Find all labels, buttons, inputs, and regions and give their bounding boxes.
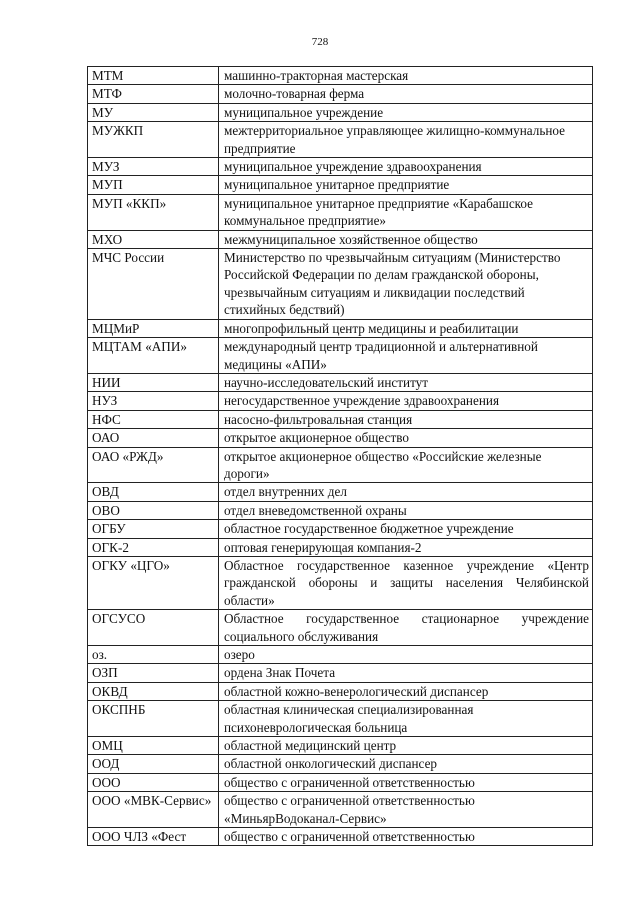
definition-cell: молочно-товарная ферма xyxy=(219,85,593,103)
table-row xyxy=(88,122,593,158)
abbreviation-cell: ОАО «РЖД» xyxy=(88,447,219,483)
definition-cell: машинно-тракторная мастерская xyxy=(219,67,593,85)
abbreviation-cell: МХО xyxy=(88,230,219,248)
table-row xyxy=(88,103,593,121)
table-row xyxy=(88,67,593,85)
table-row xyxy=(88,773,593,791)
abbreviation-cell: ОМЦ xyxy=(88,737,219,755)
table-row xyxy=(88,392,593,410)
definition-cell: Областное государственное казенное учреждение «Центр гражданской обороны и защиты населения Челябинской области» xyxy=(219,556,593,609)
abbreviation-cell: ООО xyxy=(88,773,219,791)
table-row xyxy=(88,610,593,646)
table-row xyxy=(88,447,593,483)
definition-cell: общество с ограниченной ответственностью «МиньярВодоканал-Сервис» xyxy=(219,792,593,828)
definition-cell: муниципальное учреждение xyxy=(219,103,593,121)
definition-cell: областная клиническая специализированная психоневрологическая больница xyxy=(219,701,593,737)
table-row xyxy=(88,664,593,682)
table-row xyxy=(88,701,593,737)
definition-cell: отдел вневедомственной охраны xyxy=(219,501,593,519)
abbreviation-cell: НУЗ xyxy=(88,392,219,410)
abbreviation-cell: ОГСУСО xyxy=(88,610,219,646)
definition-cell: областной медицинский центр xyxy=(219,737,593,755)
abbreviation-cell: МЦМиР xyxy=(88,319,219,337)
table-row xyxy=(88,682,593,700)
abbreviation-cell: ООД xyxy=(88,755,219,773)
abbreviation-cell: ОГК-2 xyxy=(88,538,219,556)
definition-cell: озеро xyxy=(219,646,593,664)
table-row xyxy=(88,249,593,320)
table-row xyxy=(88,538,593,556)
table-row xyxy=(88,501,593,519)
table-row xyxy=(88,646,593,664)
definition-cell: областной кожно-венерологический диспансер xyxy=(219,682,593,700)
abbreviations-table-body xyxy=(88,67,593,846)
definition-cell: межмуниципальное хозяйственное общество xyxy=(219,230,593,248)
abbreviation-cell: МУП «ККП» xyxy=(88,194,219,230)
page-number: 728 xyxy=(311,36,329,48)
abbreviation-cell: МТМ xyxy=(88,67,219,85)
abbreviation-cell: МУЗ xyxy=(88,158,219,176)
definition-cell: открытое акционерное общество «Российские железные дороги» xyxy=(219,447,593,483)
definition-cell: открытое акционерное общество xyxy=(219,429,593,447)
table-row xyxy=(88,410,593,428)
definition-cell: многопрофильный центр медицины и реабилитации xyxy=(219,319,593,337)
abbreviation-cell: ОГКУ «ЦГО» xyxy=(88,556,219,609)
abbreviations-table xyxy=(87,66,593,846)
abbreviation-cell: МУЖКП xyxy=(88,122,219,158)
table-row xyxy=(88,483,593,501)
definition-cell: Министерство по чрезвычайным ситуациям (Министерство Российской Федерации по делам гражданской обороны, чрезвычайным ситуациям и ликвидации последствий стихийных бедствий) xyxy=(219,249,593,320)
definition-cell: областной онкологический диспансер xyxy=(219,755,593,773)
table-row xyxy=(88,85,593,103)
definition-cell: муниципальное учреждение здравоохранения xyxy=(219,158,593,176)
table-row xyxy=(88,373,593,391)
abbreviation-cell: оз. xyxy=(88,646,219,664)
definition-cell: отдел внутренних дел xyxy=(219,483,593,501)
table-row xyxy=(88,520,593,538)
abbreviation-cell: ОКСПНБ xyxy=(88,701,219,737)
abbreviation-cell: ОГБУ xyxy=(88,520,219,538)
table-row xyxy=(88,176,593,194)
abbreviation-cell: МУП xyxy=(88,176,219,194)
definition-cell: областное государственное бюджетное учреждение xyxy=(219,520,593,538)
table-row xyxy=(88,158,593,176)
definition-cell: Областное государственное стационарное учреждение социального обслуживания xyxy=(219,610,593,646)
definition-cell: ордена Знак Почета xyxy=(219,664,593,682)
abbreviation-cell: ОКВД xyxy=(88,682,219,700)
definition-cell: межтерриториальное управляющее жилищно-коммунальное предприятие xyxy=(219,122,593,158)
definition-cell: международный центр традиционной и альтернативной медицины «АПИ» xyxy=(219,338,593,374)
abbreviation-cell: МТФ xyxy=(88,85,219,103)
table-row xyxy=(88,737,593,755)
abbreviation-cell: ОАО xyxy=(88,429,219,447)
table-row xyxy=(88,429,593,447)
abbreviation-cell: МЧС России xyxy=(88,249,219,320)
abbreviation-cell: НФС xyxy=(88,410,219,428)
abbreviation-cell: ООО «МВК-Сервис» xyxy=(88,792,219,828)
definition-cell: оптовая генерирующая компания-2 xyxy=(219,538,593,556)
abbreviation-cell: ОВО xyxy=(88,501,219,519)
table-row xyxy=(88,338,593,374)
definition-cell: научно-исследовательский институт xyxy=(219,373,593,391)
definition-cell: негосударственное учреждение здравоохранения xyxy=(219,392,593,410)
table-row xyxy=(88,319,593,337)
table-row xyxy=(88,828,593,846)
definition-cell: насосно-фильтровальная станция xyxy=(219,410,593,428)
definition-cell: муниципальное унитарное предприятие «Карабашское коммунальное предприятие» xyxy=(219,194,593,230)
table-row xyxy=(88,230,593,248)
definition-cell: общество с ограниченной ответственностью xyxy=(219,773,593,791)
definition-cell: общество с ограниченной ответственностью xyxy=(219,828,593,846)
abbreviation-cell: ОЗП xyxy=(88,664,219,682)
abbreviation-cell: МЦТАМ «АПИ» xyxy=(88,338,219,374)
abbreviation-cell: МУ xyxy=(88,103,219,121)
abbreviation-cell: ОВД xyxy=(88,483,219,501)
table-row xyxy=(88,194,593,230)
abbreviation-cell: НИИ xyxy=(88,373,219,391)
abbreviation-cell: ООО ЧЛЗ «Фест xyxy=(88,828,219,846)
table-row xyxy=(88,792,593,828)
table-row xyxy=(88,755,593,773)
definition-cell: муниципальное унитарное предприятие xyxy=(219,176,593,194)
table-row xyxy=(88,556,593,609)
